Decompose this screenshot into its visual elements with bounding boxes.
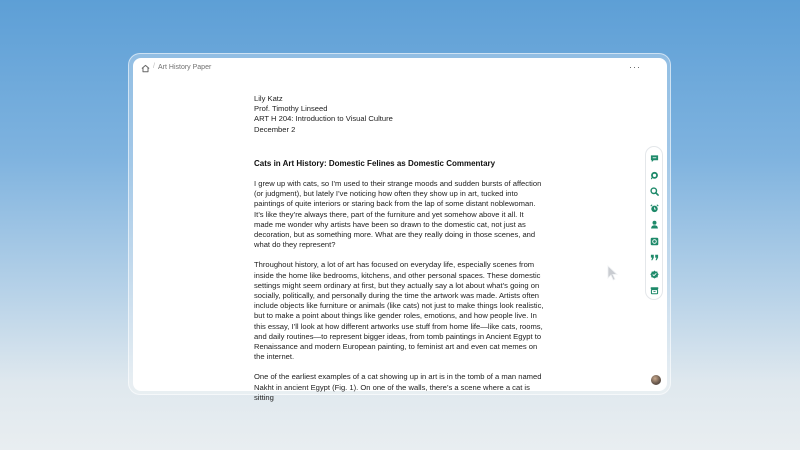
user-icon[interactable] — [650, 220, 659, 229]
date-line: December 2 — [254, 124, 296, 134]
paragraph: One of the earliest examples of a cat showing up in art is in the tomb of a man named Nakht in ancient Egypt (Fig. 1). On one of the walls, there’s a scene where a cat is sitting — [254, 372, 542, 402]
tools-sidebar — [645, 146, 663, 300]
image-icon[interactable] — [650, 237, 659, 246]
library-icon[interactable] — [650, 286, 659, 295]
home-icon[interactable] — [141, 64, 150, 73]
alarm-icon[interactable] — [650, 204, 659, 213]
more-options-icon[interactable]: ··· — [629, 62, 641, 72]
user-avatar[interactable] — [651, 375, 661, 385]
student-name: Lily Katz — [254, 94, 283, 103]
course-name: ART H 204: Introduction to Visual Culture — [254, 114, 393, 124]
professor-name: Prof. Timothy Linseed — [254, 104, 328, 114]
chat-icon[interactable] — [650, 171, 659, 180]
top-bar — [133, 58, 667, 79]
verified-icon[interactable] — [650, 270, 659, 279]
quote-icon[interactable] — [650, 253, 659, 262]
document-body[interactable] — [254, 94, 544, 403]
essay-title: Cats in Art History: Domestic Felines as Domestic Commentary — [254, 158, 496, 168]
paragraph: Throughout history, a lot of art has focused on everyday life, especially scenes from inside the home like bedrooms, kitchens, and other personal spaces. These domestic settings might seem ordinary at first, but they actually say a lot about what’s going on socially, politically, and personally during the time the artwork was made. Artists often include objects like furniture or animals (like cats) not just to make things look realistic, but to make a point about things like gender roles, emotions, and how people live. In this essay, I’ll look at how different artworks use stuff from home life—like cats, rooms, and daily routines—to represent bigger ideas, from tomb paintings in Ancient Egypt to Renaissance and modern European painting, to feminist art and even cat memes on the internet. — [254, 260, 544, 362]
comment-icon[interactable] — [650, 154, 659, 163]
breadcrumb-separator: / — [153, 63, 155, 70]
paragraph: I grew up with cats, so I’m used to their strange moods and sudden bursts of affection (or judgment), but lately I’ve noticing how often they show up in art, tucked into paintings of quite interiors or staring back from the lap of some distant noblewoman. It’s like they’re always there, part of the furniture and yet somehow above it all. It made me wonder why artists have been so drawn to the domestic cat, not just as decoration, but as something more. What are they really doing in those scenes, and what do they represent? — [254, 179, 542, 250]
editor-window — [133, 58, 667, 402]
mouse-cursor-icon — [607, 265, 619, 281]
search-icon[interactable] — [650, 187, 659, 196]
breadcrumb-document-title[interactable]: Art History Paper — [158, 64, 212, 71]
